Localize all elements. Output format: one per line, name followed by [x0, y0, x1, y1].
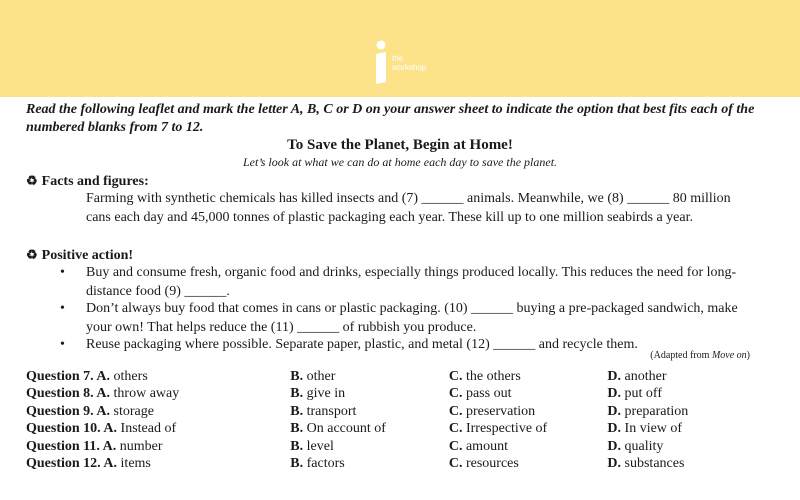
question-label: Question 10. — [26, 421, 101, 437]
option-d: D. preparation — [607, 403, 689, 419]
option-c: C. preservation — [448, 403, 536, 419]
option-b: B. transport — [290, 403, 357, 419]
logo-word-workshop: workshop — [392, 63, 427, 72]
question-label: Question 12. — [26, 456, 101, 472]
option-a: A. storage — [96, 403, 154, 419]
instructions: Read the following leaflet and mark the letter A, B, C or D on your answer sheet to indicate the option that best fits each of the numbered blanks from 7 to 12. — [26, 102, 755, 135]
bullet-icon: • — [60, 337, 65, 352]
option-d: D. put off — [607, 386, 662, 402]
facts-heading: ♻ Facts and figures: — [26, 173, 149, 189]
logo-word-ielts: IELTS — [405, 54, 428, 63]
question-row — [26, 421, 766, 439]
option-d: D. In view of — [607, 421, 683, 437]
worksheet: Read the following leaflet and mark the letter A, B, C or D on your answer sheet to indicate the option that best fits each of the numbered blanks from 7 to 12. To Save the Planet, Begin at Home! Let’s look at what we can do at home each day to save the planet. ♻ Facts and figures: Farming with synthetic chemicals has killed insects and (7) ______ animals. Meanwhile, we (8) ______ 80 million cans each day and 45,000 tonnes of plastic packaging each year. These kill up to one million seabirds a year. ♻ Positive action! • Buy and consume fresh, organic food and drinks, especially things produced locally. This reduces the need for long-distance food (9) ______. • Don’t always buy food that comes in cans or plastic packaging. (10) ______ buying a pre-packaged sandwich, make your own! That helps reduce the (11) ______ of rubbish you produce. • Reuse packaging where possible. Separate paper, plastic, and metal (12) ______ and recycle them. (Adapted from Move on) Question 7. A. others B. other C. the others D. another Question 8. A. throw away B. give in C. pass out D. put off Question 9. A. storage B. transport C. preservation D. preparation Question 10. A. Instead of B. On account of C. Irrespective of D. In view of Question 11. A. number B. level C. amount D. quality Question 12. A. items B. factors C. resources D. substances — [0, 97, 800, 500]
option-c: C. pass out — [448, 386, 512, 402]
recycle-icon: ♻ — [26, 173, 38, 188]
question-label: Question 11. — [26, 438, 100, 454]
option-b: B. other — [290, 368, 336, 384]
logo-i-icon — [372, 40, 390, 84]
bullet-icon: • — [60, 301, 65, 316]
option-c: C. amount — [448, 438, 508, 454]
option-a: A. others — [96, 368, 148, 384]
question-row — [26, 456, 766, 474]
brand-logo — [372, 40, 442, 86]
option-b: B. factors — [290, 456, 345, 472]
leaflet-title: To Save the Planet, Begin at Home! — [287, 137, 513, 153]
option-b: B. On account of — [290, 421, 386, 437]
option-d: D. quality — [607, 438, 664, 454]
question-row — [26, 368, 766, 386]
option-c: C. Irrespective of — [448, 421, 548, 437]
option-b: B. give in — [290, 386, 346, 402]
question-label: Question 8. — [26, 386, 94, 402]
question-row — [26, 403, 766, 421]
action-heading: ♻ Positive action! — [26, 247, 134, 263]
option-d: D. substances — [607, 456, 685, 472]
bullet-icon: • — [60, 265, 65, 280]
option-c: C. resources — [448, 456, 519, 472]
question-label: Question 9. — [26, 403, 94, 419]
facts-paragraph: Farming with synthetic chemicals has killed insects and (7) ______ animals. Meanwhile, we (8) ______ 80 million cans each day and 45,000 tonnes of plastic packaging each year. These kill up to one million seabirds a year. — [86, 191, 731, 225]
option-a: A. items — [103, 456, 151, 472]
option-d: D. another — [607, 368, 667, 384]
logo-word-the: the — [392, 54, 404, 63]
option-a: A. throw away — [96, 386, 180, 402]
question-label: Question 7. — [26, 368, 94, 384]
option-a: A. Instead of — [103, 421, 177, 437]
option-a: A. number — [102, 438, 163, 454]
source-note: (Adapted from Move on) — [650, 350, 750, 361]
option-b: B. level — [290, 438, 334, 454]
leaflet-subtitle: Let’s look at what we can do at home each day to save the planet. — [242, 155, 558, 169]
question-row — [26, 438, 766, 456]
question-row — [26, 386, 766, 404]
recycle-icon: ♻ — [26, 247, 38, 262]
answer-options — [26, 368, 766, 473]
option-c: C. the others — [448, 368, 521, 384]
